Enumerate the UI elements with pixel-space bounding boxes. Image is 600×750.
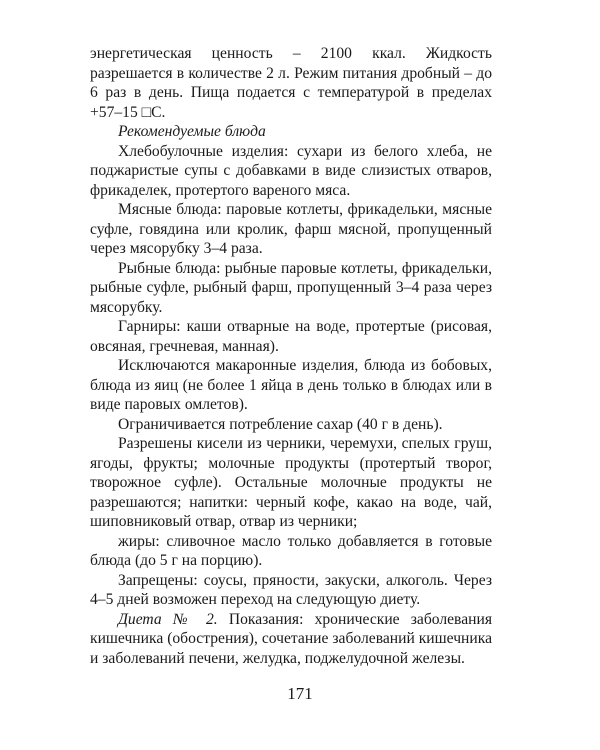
paragraph-prohibited: Запрещены: соусы, пряности, закуски, алкоголь. Через 4–5 дней возможен переход на следующую диету. [90,571,492,608]
paragraph-fats: жиры: сливочное масло только добавляется в готовые блюда (до 5 г на порцию). [90,532,492,569]
diet-2-title: Диета № 2. [118,610,218,628]
section-heading-recommended-dishes: Рекомендуемые блюда [118,123,266,140]
paragraph-meat-dishes: Мясные блюда: паровые котлеты, фрикадельки, мясные суфле, говядина или кролик, фарш мясной, пропущенный через мясорубку 3–4 раза. [90,201,492,257]
paragraph-sugar-limit: Ограничивается потребление сахар (40 г в день). [118,415,443,433]
page-body [90,44,492,668]
paragraph-garnishes: Гарниры: каши отварные на воде, протертые (рисовая, овсяная, гречневая, манная). [90,318,492,355]
paragraph-excluded: Исключаются макаронные изделия, блюда из бобовых, блюда из яиц (не более 1 яйца в день только в блюдах или в виде паровых омлетов). [90,357,492,413]
paragraph-energy-value: энергетическая ценность – 2100 ккал. Жидкость разрешается в количестве 2 л. Режим питания дробный – до 6 раз в день. Пища подается с температурой в пределах +57–15 □С. [90,45,492,121]
page-number: 171 [287,684,313,703]
paragraph-allowed: Разрешены кисели из черники, черемухи, спелых груш, ягоды, фрукты; молочные продукты (протертый творог, творожное суфле). Остальные молочные продукты не разрешаются; напитки: черный кофе, какао на воде, чай, шиповниковый отвар, отвар из черники; [90,435,492,530]
paragraph-diet-2 [90,610,492,669]
diet-2-indications: Показания: хронические заболевания кишечника (обострения), сочетание заболеваний кишечника и заболеваний печени, желудка, поджелудочной железы. [90,610,492,667]
paragraph-fish-dishes: Рыбные блюда: рыбные паровые котлеты, фрикадельки, рыбные суфле, рыбный фарш, пропущенный 3–4 раза через мясорубку. [90,259,492,316]
paragraph-bakery: Хлебобулочные изделия: сухари из белого хлеба, не поджаристые супы с добавками в виде слизистых отваров, фрикаделек, протертого вареного мяса. [90,142,492,199]
